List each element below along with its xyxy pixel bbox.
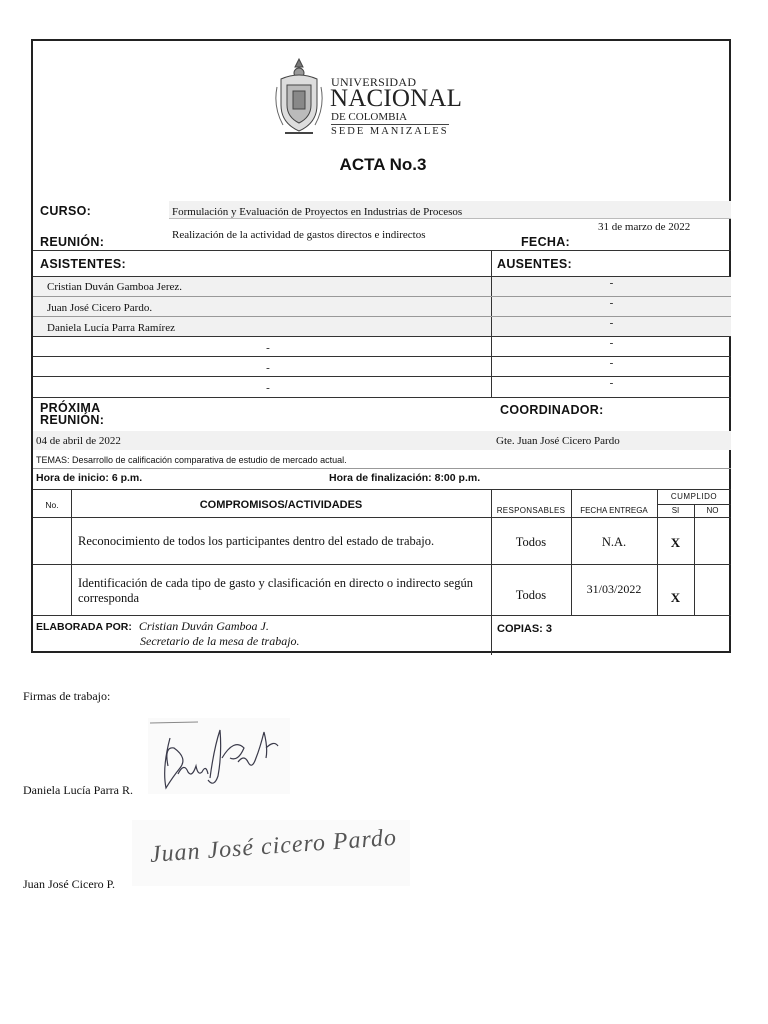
divider [33,615,731,616]
curso-value: Formulación y Evaluación de Proyectos en Industrias de Procesos [172,206,463,218]
asistentes-label: ASISTENTES: [40,257,126,271]
divider [33,517,731,518]
hora-inicio: Hora de inicio: 6 p.m. [36,472,143,484]
asistente-name: - [266,342,270,354]
copias: COPIAS: 3 [497,623,553,635]
logo-divider [331,124,449,125]
divider [33,250,731,251]
proxima-label [40,402,104,426]
divider [694,504,695,615]
ausentes-label: AUSENTES: [497,257,572,271]
reunion-label: REUNIÓN: [40,235,105,249]
divider [33,564,731,565]
proxima-label-line: REUNIÓN: [40,413,105,427]
asistente-name: - [266,382,270,394]
header-no: No. [45,500,59,510]
divider [33,397,731,398]
row-si: X [670,590,681,605]
divider [169,218,731,219]
elaborada-block [36,617,269,635]
fecha-value: 31 de marzo de 2022 [598,221,691,233]
coordinador-value: Gte. Juan José Cicero Pardo [496,435,620,447]
header-responsables: RESPONSABLES [496,506,566,515]
ausente-name: - [609,297,614,309]
ausente-name: - [609,277,614,289]
row-responsable: Todos [515,588,547,602]
ausente-name: - [609,317,614,329]
logo-line-2: NACIONAL [330,85,463,112]
ausente-name: - [609,377,614,389]
divider [33,489,731,490]
divider [33,336,731,337]
header-si: SI [671,506,680,515]
row-responsable: Todos [515,535,547,549]
proxima-label-line: PRÓXIMA [40,401,101,415]
signature-handwriting: Juan José cicero Pardo [149,824,398,868]
curso-label: CURSO: [40,204,92,218]
ausente-name: - [609,357,614,369]
signature-juan [132,820,410,886]
divider [33,356,731,357]
hora-fin: Hora de finalización: 8:00 p.m. [329,472,481,484]
fecha-label: FECHA: [521,235,571,249]
elaborada-role: Secretario de la mesa de trabajo. [140,634,300,648]
row-fecha: N.A. [601,535,627,549]
acta-document [31,39,731,653]
header-cumplido: CUMPLIDO [670,492,718,501]
acta-title: ACTA No.3 [339,155,427,174]
asistente-name: Juan José Cicero Pardo. [47,302,153,314]
header-no-col: NO [706,506,719,515]
reunion-value: Realización de la actividad de gastos directos e indirectos [172,229,426,241]
elaborada-label: ELABORADA POR: [36,621,132,633]
ausente-name: - [609,337,614,349]
divider [33,376,731,377]
firmas-title: Firmas de trabajo: [23,689,111,703]
crest-icon [273,57,325,139]
sig2-name: Juan José Cicero P. [23,877,115,891]
row-si: X [670,535,681,550]
logo-line-3: DE COLOMBIA [331,111,408,123]
university-logo [273,57,463,139]
elaborada-name: Cristian Duván Gamboa J. [138,619,269,633]
row-activity: Reconocimiento de todos los participantes dentro del estado de trabajo. [78,534,435,548]
divider [33,316,731,317]
divider [657,504,731,505]
temas-text: TEMAS: Desarrollo de calificación comparativa de estudio de mercado actual. [36,455,347,465]
divider [33,296,731,297]
header-fecha-entrega: FECHA ENTREGA [580,506,648,515]
row-activity: Identificación de cada tipo de gasto y clasificación en directo o indirecto según corresponda [78,576,473,605]
row-fecha: 31/03/2022 [586,582,642,596]
asistente-name: Daniela Lucía Parra Ramírez [47,322,175,334]
logo-line-4: SEDE MANIZALES [331,126,449,137]
signature-icon [148,718,290,794]
proxima-value: 04 de abril de 2022 [36,435,121,447]
asistente-name: - [266,362,270,374]
proxima-value-bg [33,431,731,450]
divider [33,468,731,469]
sig1-name: Daniela Lucía Parra R. [23,783,133,797]
signature-daniela [148,718,290,794]
logo-line-1: UNIVERSIDAD [331,75,417,89]
asistente-name: Cristian Duván Gamboa Jerez. [47,281,183,293]
header-actividades: COMPROMISOS/ACTIVIDADES [199,499,363,511]
coordinador-label: COORDINADOR: [500,403,604,417]
